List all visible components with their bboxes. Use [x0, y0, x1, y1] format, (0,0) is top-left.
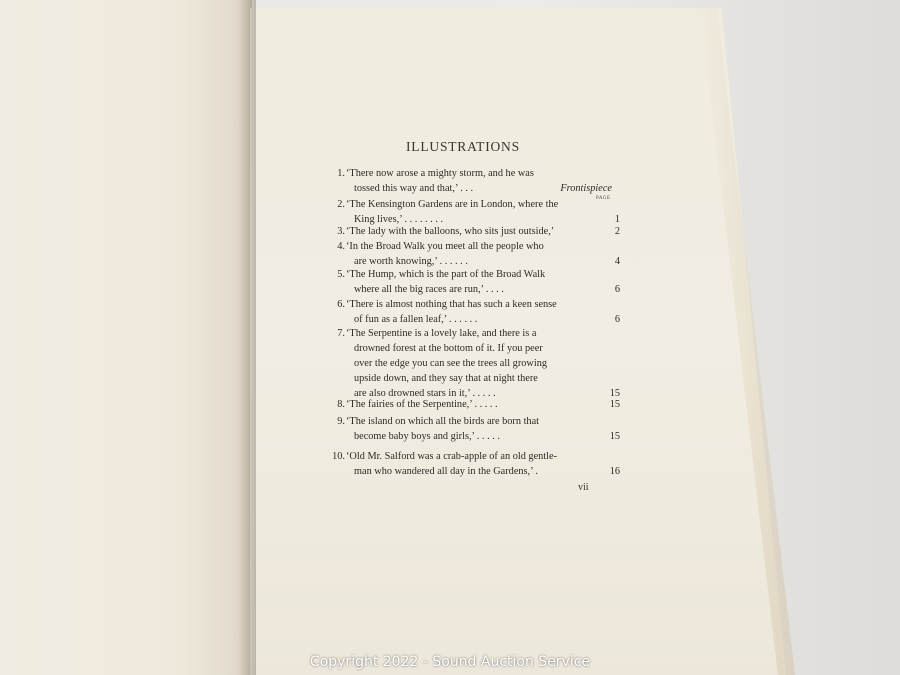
entry-caption-line: ‘The Serpentine is a lovely lake, and there is a [346, 328, 537, 339]
entry-caption-line: become baby boys and girls,’ . . . . . [354, 431, 500, 442]
page-folio: vii [578, 482, 589, 493]
entry-caption-line: man who wandered all day in the Gardens,’ . [354, 466, 538, 477]
entry-caption-line: drowned forest at the bottom of it. If you peer [354, 343, 543, 354]
entry-number: 1. [337, 168, 345, 179]
entry-caption-line: King lives,’ . . . . . . . . [354, 214, 444, 225]
copyright-watermark: Copyright 2022 - Sound Auction Service [309, 654, 591, 670]
entry-number: 3. [337, 226, 345, 237]
entry-page-number: 6 [614, 284, 620, 295]
entry-caption-line: are also drowned stars in it,’ . . . . . [354, 388, 496, 399]
entry-caption-line: upside down, and they say that at night there [354, 373, 538, 384]
entry-number: 6. [337, 299, 345, 310]
book-gutter [238, 0, 256, 675]
entry-caption-line: of fun as a fallen leaf,’ . . . . . . [354, 314, 478, 325]
left-page [0, 0, 252, 675]
right-page [250, 8, 786, 675]
entry-caption-line: ‘The Hump, which is the part of the Broad Walk [346, 269, 546, 280]
entry-caption-line: tossed this way and that,’ . . . [354, 183, 474, 194]
entry-caption-line: are worth knowing,’ . . . . . . [354, 256, 468, 267]
page-title: ILLUSTRATIONS [406, 139, 520, 154]
entry-caption-line: ‘In the Broad Walk you meet all the people who [346, 241, 544, 252]
entry-page-number: 1 [614, 214, 620, 225]
entry-caption-line: ‘The Kensington Gardens are in London, where the [346, 199, 559, 210]
page-column-label: PAGE [596, 196, 611, 201]
entry-page-number: 4 [614, 256, 620, 267]
entry-number: 2. [337, 199, 345, 210]
entry-page-number: 2 [614, 226, 620, 237]
entry-caption-line: ‘The lady with the balloons, who sits just outside,’ [346, 226, 555, 237]
entry-caption-line: ‘The island on which all the birds are born that [346, 416, 540, 427]
entry-caption-line: ‘There is almost nothing that has such a keen sense [346, 299, 557, 310]
entry-page-number: Frontispiece [560, 183, 612, 194]
entry-number: 8. [337, 399, 345, 410]
entry-page-number: 15 [609, 431, 620, 442]
entry-caption-line: ‘The fairies of the Serpentine,’ . . . . . [346, 399, 498, 410]
entry-page-number: 6 [614, 314, 620, 325]
entry-caption-line: where all the big races are run,’ . . . . [354, 284, 504, 295]
entry-number: 9. [337, 416, 345, 427]
entry-number: 10. [332, 451, 345, 462]
entry-caption-line: over the edge you can see the trees all growing [354, 358, 547, 369]
entry-page-number: 16 [609, 466, 620, 477]
entry-page-number: 15 [609, 388, 620, 399]
entry-number: 4. [337, 241, 345, 252]
entry-number: 7. [337, 328, 345, 339]
entry-caption-line: ‘Old Mr. Salford was a crab-apple of an old gentle- [346, 451, 558, 462]
entry-caption-line: ‘There now arose a mighty storm, and he was [346, 168, 534, 179]
entry-number: 5. [337, 269, 345, 280]
entry-page-number: 15 [609, 399, 620, 410]
